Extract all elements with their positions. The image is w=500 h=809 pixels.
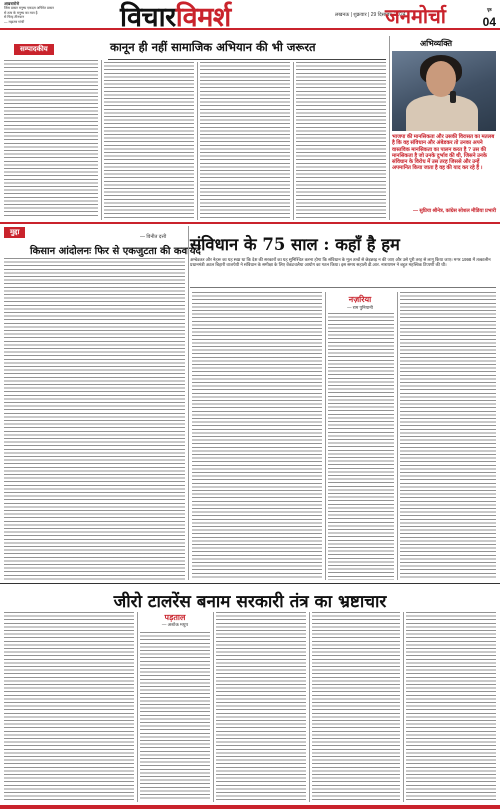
masthead-quote-line: से चिन्ह तीनयान	[4, 15, 25, 20]
masthead-quote-line: जिस प्रकार मनुष्य एकदम अचिरेत प्रकार	[4, 6, 54, 11]
column-divider	[137, 612, 138, 802]
editorial-column-text	[296, 62, 386, 218]
bottom-article-text	[140, 632, 210, 800]
farmers-article-text	[4, 258, 185, 580]
page-number-value: 04	[482, 15, 496, 29]
opinion-quote: भाजपा की मानसिकता और उसकी विरासत का मतलब है कि वह संविधान और अंबेडकर तो उनका अपने वास्तविक मानसिकता का पालन करत है ? उस की मानसिकता है जो उनके दुर्भाव की थी, जिसने उनके संविधान के विरोध में उस तरह जिससे और उन्हें अपमानित किया जाता है वह की याद कर रहे हैं ।	[392, 134, 495, 172]
column-divider	[293, 62, 294, 220]
page-title-part1: विचार	[120, 1, 176, 33]
constitution-byline: — राम पुनियानी	[347, 305, 373, 310]
microphone-icon	[450, 91, 456, 103]
editorial-column-text	[104, 62, 194, 218]
column-divider	[188, 226, 189, 580]
section-divider	[0, 222, 500, 224]
page-footer-bar	[0, 805, 500, 809]
column-divider	[101, 60, 102, 220]
column-divider	[397, 292, 398, 580]
newspaper-brand: जनमोर्चा	[385, 4, 446, 28]
masthead-quote-heading: अख़बारोसे	[4, 1, 20, 6]
editorial-section-tag: सम्पादकीय	[14, 44, 54, 55]
opinion-photo	[392, 51, 496, 131]
page-title-part2: विमर्श	[175, 1, 231, 33]
farmers-headline: किसान आंदोलनः फिर से एकजुटता की कवायदें	[30, 246, 201, 257]
bottom-article-text	[4, 612, 134, 800]
editorial-divider	[108, 59, 386, 60]
page-number-label: पृष्ठ	[487, 7, 492, 12]
farmers-byline: — विनीत दत्ती	[140, 234, 167, 240]
editorial-headline: कानून ही नहीं सामाजिक अभियान की भी जरूरत	[110, 40, 316, 54]
section-divider	[0, 583, 500, 584]
column-divider	[389, 36, 390, 220]
opinion-attribution: — सुप्रिया श्रीनेत्र, कांग्रेस सोशल मीडिया प्रभारी	[412, 208, 496, 214]
page-title	[120, 0, 231, 33]
bottom-article-text	[406, 612, 496, 800]
bottom-headline: जीरो टालरेंस बनाम सरकारी तंत्र का भ्रष्टाचार	[113, 592, 387, 612]
farmers-section-tag: मुद्दा	[4, 227, 25, 238]
editorial-column-text	[200, 62, 290, 218]
editorial-column-text	[4, 60, 98, 218]
column-divider	[213, 612, 214, 802]
column-divider	[197, 62, 198, 220]
column-divider	[403, 612, 404, 802]
opinion-section-tag: अभिव्यक्ति	[420, 38, 453, 48]
bottom-column-label: पड़ताल	[164, 612, 186, 622]
column-divider	[325, 292, 326, 580]
constitution-divider	[190, 287, 496, 288]
page-number	[483, 4, 496, 28]
masthead-quote-line: से तत्व के मनुष्य का मात है	[4, 10, 38, 15]
edition-info: लखनऊ | शुक्रवार | 29 दिसम्बर, 2024	[335, 12, 406, 18]
bottom-article-text	[216, 612, 306, 800]
constitution-column-label: नज़रिया	[348, 294, 372, 304]
photo-figure-body	[406, 95, 478, 131]
masthead	[0, 0, 500, 33]
column-divider	[309, 612, 310, 802]
bottom-article-text	[312, 612, 400, 800]
masthead-quote	[4, 2, 104, 24]
constitution-article-text	[328, 313, 394, 580]
constitution-intro: अम्बेडकर और नेहरू का यह स्वप्न था कि देश की सरकारों का यह सुनिश्चित करना होगा कि संविधान के मूल तत्वों से छेड़छाड़ न की जाए और उसे पूरी तरह से लागू किया जाए। मगर 1998 में तत्कालीन प्रधानमंत्री अटल बिहारी वाजपेयी ने संविधान के समीक्षा के लिए वेंकटचलैया आयोग का गठन किया। इस समय सहाली डी.आर. नारायणन ने बहुत महत्त्विक टिप्पणी की थी।	[190, 257, 491, 268]
masthead-quote-credit: — महात्मा गांधी	[4, 19, 25, 24]
constitution-headline: संविधान के 75 साल : कहाँ है हम	[190, 235, 400, 254]
constitution-article-text	[192, 292, 322, 580]
bottom-byline: — अशोक मधुप	[161, 622, 189, 627]
constitution-article-text	[400, 292, 496, 580]
